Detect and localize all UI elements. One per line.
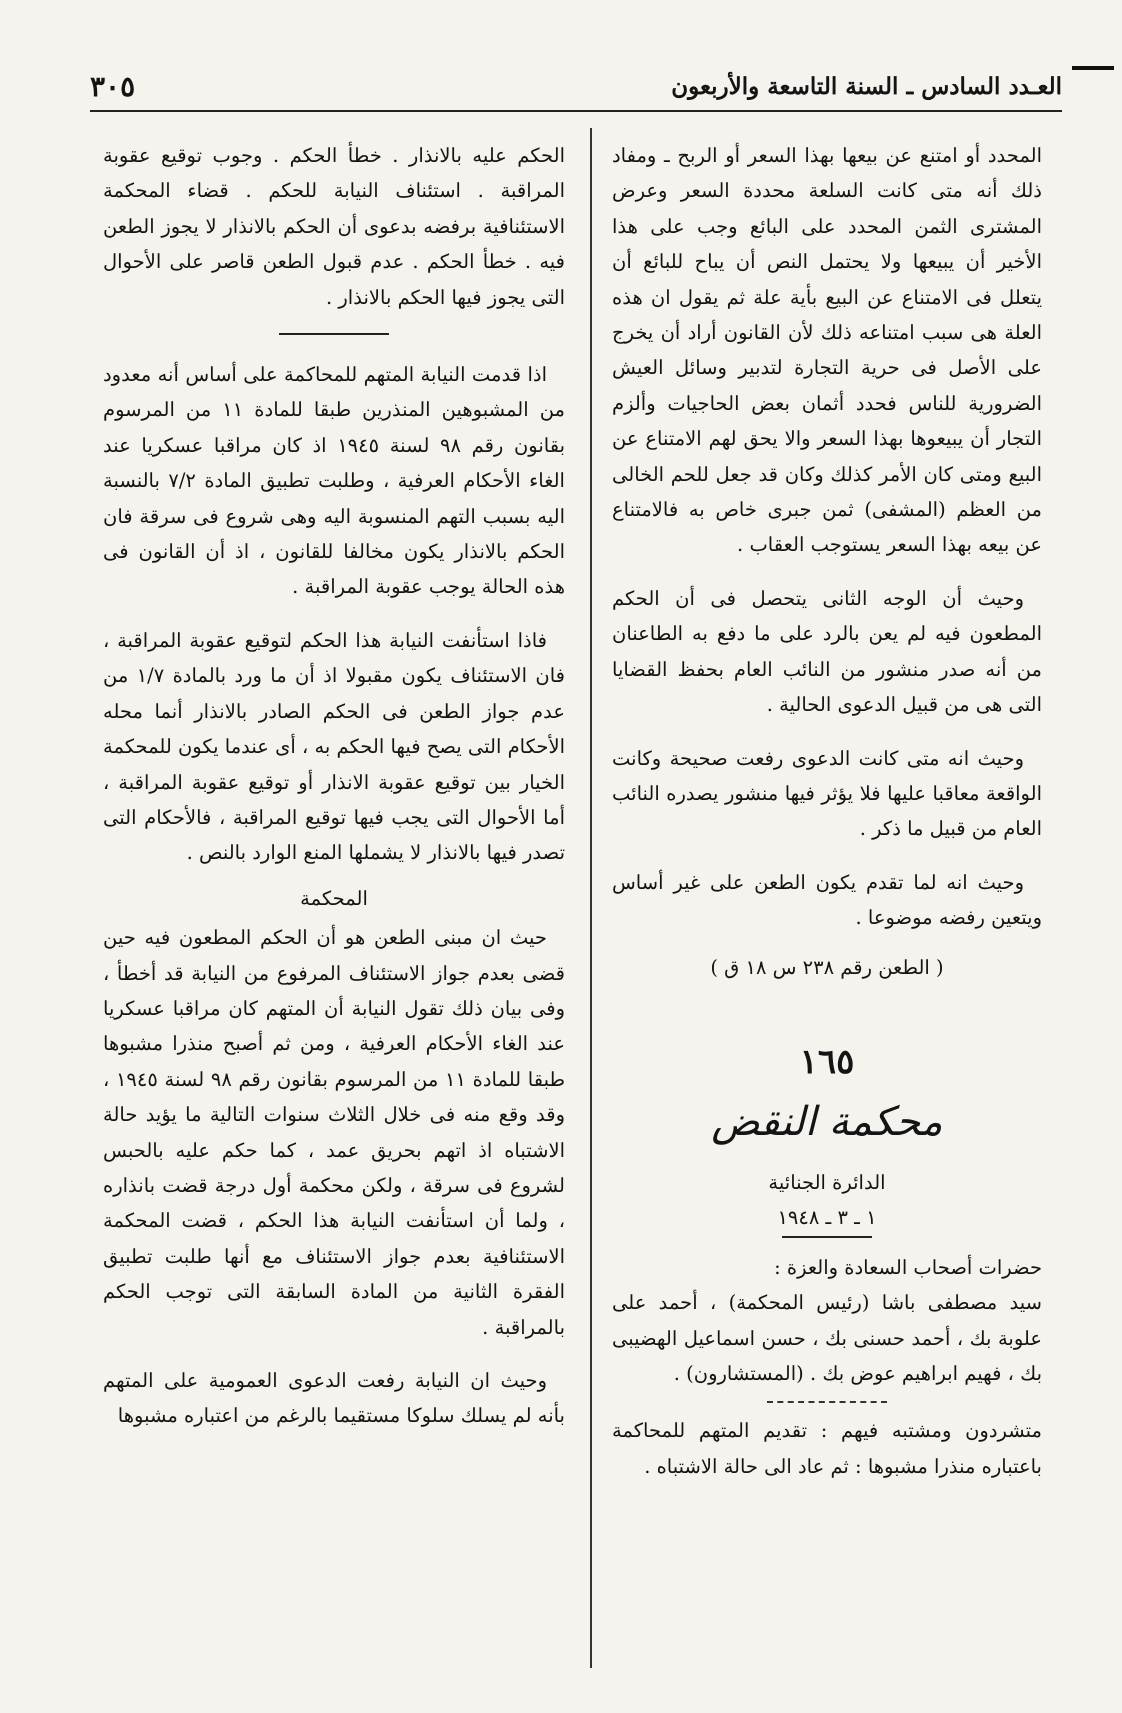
dashed-rule	[767, 1401, 887, 1403]
headnote: متشردون ومشتبه فيهم : تقديم المتهم للمحاكمة باعتباره منذرا مشبوها : ثم عاد الى حالة الاشتباه .	[612, 1419, 1042, 1478]
paragraph: المحدد أو امتنع عن بيعها بهذا السعر أو الربح ـ ومفاد ذلك أنه متى كانت السلعة محددة السعر وعرض المشترى الثمن المحدد على البائع وجب على هذا الأخير أن يبيعها ولا يحتمل النص أن يباح للبائع أن يتعلل فى الامتناع عن البيع بأية علة ثم يقول ان هذه العلة هى سبب امتناعه ذلك لأن القانون أراد أن يخرج على الأصل فى حرية التجارة لتدبير وسائل العيش الضرورية للناس فحدد أثمان بعض الحاجيات وألزم التجار أن يبيعوها بهذا السعر والا يحق لهم الامتناع عن البيع ومتى كان الأمر كذلك وكان قد جعل للحم الخالى من العظم (المشفى) ثمن جبرى خاص به فالامتناع عن بيعه بهذا السعر يستوجب العقاب .	[612, 144, 1042, 557]
page-number: ٣٠٥	[90, 69, 136, 103]
left-column	[103, 138, 565, 1434]
principle: اذا قدمت النيابة المتهم للمحاكمة على أساس أنه معدود من المشبوهين المنذرين طبقا للمادة ١١ من المرسوم بقانون رقم ٩٨ لسنة ١٩٤٥ اذ كان مراقبا عسكريا عند الغاء الأحكام العرفية ، وطلبت تطبيق المادة ٧/٢ بالنسبة اليه بسبب التهم المنسوبة اليه وهى شروع فى سرقة فان الحكم بالانذار يكون مخالفا للقانون ، اذ أن القانون فى هذه الحالة يوجب عقوبة المراقبة .	[103, 363, 565, 599]
paragraph: وحيث ان النيابة رفعت الدعوى العمومية على المتهم بأنه لم يسلك سلوكا مستقيما بالرغم من اعتباره مشبوها	[103, 1369, 565, 1428]
page-header	[90, 62, 1062, 110]
paragraph: وحيث أن الوجه الثانى يتحصل فى أن الحكم المطعون فيه لم يعن بالرد على ما دفع به الطاعنان من أنه صدر منشور من النائب العام بحفظ القضايا التى هى من قبيل الدعوى الحالية .	[612, 586, 1042, 717]
paragraph: حيث ان مبنى الطعن هو أن الحكم المطعون فيه حين قضى بعدم جواز الاستئناف المرفوع من النيابة قد أخطأ ، وفى بيان ذلك تقول النيابة أن المتهم كان مراقبا عسكريا عند الغاء الأحكام العرفية ، ومن ثم أصبح منذرا مشبوها طبقا للمادة ١١ من المرسوم بقانون رقم ٩٨ لسنة ١٩٤٥ ، وقد وقع منه فى خلال الثلاث سنوات التالية ما يؤيد حالة الاشتباه اذ اتهم بحريق عمد ، كما حكم عليه بالحبس لشروع فى سرقة ، ولكن محكمة أول درجة قضت بانذاره ، ولما أن استأنفت النيابة هذا الحكم ، قضت المحكمة الاستئنافية بعدم جواز الاستئناف مع أنها طلبت تطبيق الفقرة الثانية من المادة السابقة التى توجب الحكم بالمراقبة .	[103, 926, 565, 1339]
paragraph: وحيث انه متى كانت الدعوى رفعت صحيحة وكانت الواقعة معاقبا عليها فلا يؤثر فيها منشور يصدره النائب العام من قبيل ما ذكر .	[612, 746, 1042, 841]
running-title: العـدد السادس ـ السنة التاسعة والأربعون	[671, 72, 1062, 100]
session-date: ١ ـ ٣ ـ ١٩٤٨	[777, 1206, 877, 1230]
bench-members: سيد مصطفى باشا (رئيس المحكمة) ، أحمد على علوبة بك ، أحمد حسنى بك ، حسن اسماعيل الهضيبى بك ، فهيم ابراهيم عوض بك . (المستشارون) .	[612, 1291, 1042, 1385]
header-rule	[90, 110, 1062, 112]
circuit-name: الدائرة الجنائية	[768, 1170, 886, 1194]
court-name: محكمة النقض	[711, 1098, 943, 1145]
principle: فاذا استأنفت النيابة هذا الحكم لتوقيع عقوبة المراقبة ، فان الاستئناف يكون مقبولا اذ أن ما ورد بالمادة ١/٧ من عدم جواز الطعن فى الحكم الصادر بالانذار أنما محله الأحكام التى يصح فيها الحكم به ، أى عندما يكون للمحكمة الخيار بين توقيع عقوبة الانذار أو توقيع عقوبة المراقبة ، أما الأحوال التى يجب فيها توقيع المراقبة ، فالأحكام التى تصدر فيها بالانذار لا يشملها المنع الوارد بالنص .	[103, 628, 565, 865]
column-divider	[590, 128, 592, 1668]
bench-heading: حضرات أصحاب السعادة والعزة :	[774, 1255, 1042, 1279]
case-citation: ( الطعن رقم ٢٣٨ س ١٨ ق )	[710, 955, 944, 979]
date-rule	[782, 1236, 872, 1238]
court-heading: المحكمة	[300, 886, 368, 910]
corner-mark	[1072, 66, 1114, 70]
summary: الحكم عليه بالانذار . خطأ الحكم . وجوب توقيع عقوبة المراقبة . استئناف النيابة للحكم . قضاء المحكمة الاستئنافية برفضه بدعوى أن الحكم بالانذار لا يجوز الطعن فيه . خطأ الحكم . عدم قبول الطعن قاصر على الأحوال التى يجوز فيها الحكم بالانذار .	[103, 144, 565, 309]
paragraph: وحيث انه لما تقدم يكون الطعن على غير أساس ويتعين رفضه موضوعا .	[612, 870, 1042, 930]
section-rule	[279, 333, 389, 335]
right-column	[612, 138, 1042, 1484]
case-number: ١٦٥	[799, 1041, 855, 1082]
